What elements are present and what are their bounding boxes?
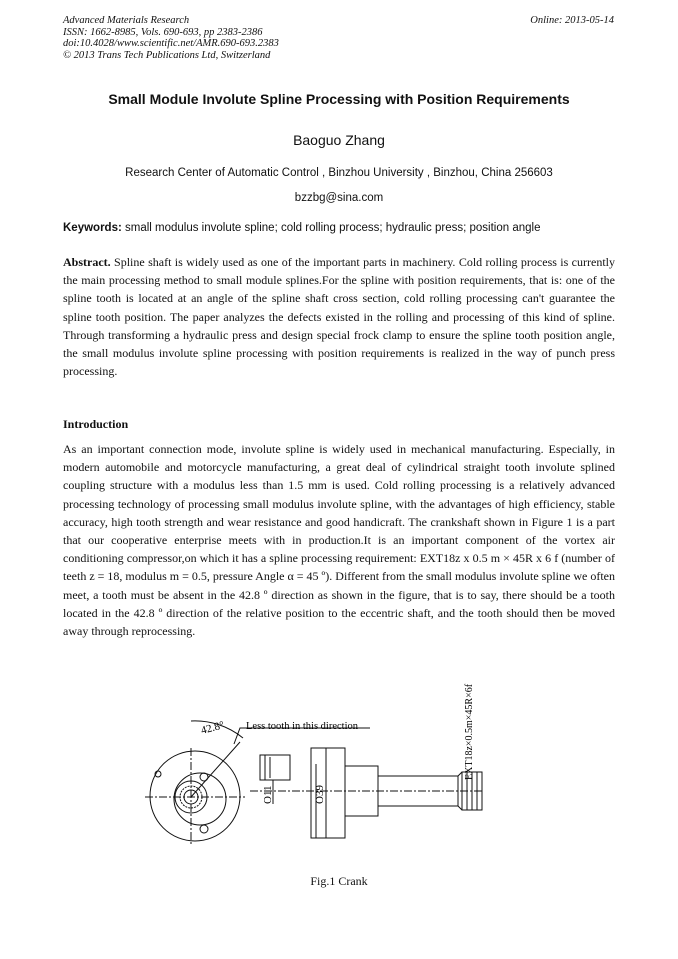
introduction-text: As an important connection mode, involute spline is widely used in mechanical manufacturing. Especially, in modern automobile and motorcycle manufacturing, a great deal of cylindrical straight tooth involute splined coupling structure with a modulus less than 1.5 mm is used. Cold rolling processing is a relatively advanced processing technology of processing small modulus involute spline, with the advantages of high efficiency, stable accuracy, high tooth strength and wear resistance and good handicraft. The crankshaft shown in Figure 1 is a part that our cooperative enterprise meets with in production.It is an important component of the vortex air conditioning compressor,on which it has a spline processing requirement: EXT18z x 0.5 m × 45R x 6 f (number of teeth z = 18, modulus m = 0.5, pressure Angle α = 45 º). Different from the small modulus involute spline we often meet, a tooth must be absent in the 42.8 º direction as shown in the figure, that is to say, there should be a tooth located in the 42.8 º direction of the relative position to the eccentric shaft, and the tooth should then be moved away through reprocessing.: [63, 442, 615, 639]
crank-end-outer-circle: [150, 751, 240, 841]
journal-name: Advanced Materials Research: [63, 15, 190, 26]
affiliation: Research Center of Automatic Control , Binzhou University , Binzhou, China 256603: [125, 167, 553, 179]
keywords-label: Keywords:: [63, 222, 122, 234]
abstract-text: Spline shaft is widely used as one of the important parts in machinery. Cold rolling process is currently the main processing method to small module splines.For the spline with position requirements, that is: one of the spline tooth is located at an angle of the spline shaft cross section, cold rolling processing can't guarantee the spline tooth position. The paper analyzes the defects existed in the rolling and processing of this kind of spline. Through transforming a hydraulic press and design special frock clamp to ensure the spline tooth position angle, the small modulus involute spline processing with position requirements is realized in the way of punch press processing.: [63, 255, 615, 379]
crank-end-inner-circle: [174, 773, 226, 825]
author-name: Baoguo Zhang: [293, 132, 385, 148]
abstract-label: Abstract.: [63, 255, 111, 269]
dim-small-label: O11: [262, 785, 274, 804]
paper-title: Small Module Involute Spline Processing with Position Requirements: [108, 91, 570, 107]
angle-line: [191, 742, 240, 797]
section-heading-introduction: Introduction: [63, 417, 129, 431]
angle-label: 42.8°: [199, 719, 226, 737]
note-text: Less tooth in this direction: [246, 721, 358, 732]
crank-drawing: [140, 676, 485, 856]
figure-caption: Fig.1 Crank: [310, 874, 368, 888]
crank-hole-bottom: [200, 825, 208, 833]
keywords: [63, 222, 615, 234]
issn-line: ISSN: 1662-8985, Vols. 690-693, pp 2383-2386: [63, 26, 263, 38]
keywords-text: small modulus involute spline; cold rolling process; hydraulic press; position angle: [121, 222, 541, 234]
online-date: Online: 2013-05-14: [530, 15, 614, 26]
abstract: [63, 253, 615, 380]
author-email: bzzbg@sina.com: [294, 192, 384, 204]
dim-large-label: O39: [314, 785, 326, 804]
figure-crank: [140, 676, 485, 856]
spline-spec-label: EXT18z×0.5m×45R×6f: [464, 683, 475, 780]
doi-line: doi:10.4028/www.scientific.net/AMR.690-693.2383: [63, 38, 279, 49]
copyright-line: © 2013 Trans Tech Publications Ltd, Switzerland: [63, 49, 271, 61]
journal-header: [63, 15, 279, 61]
